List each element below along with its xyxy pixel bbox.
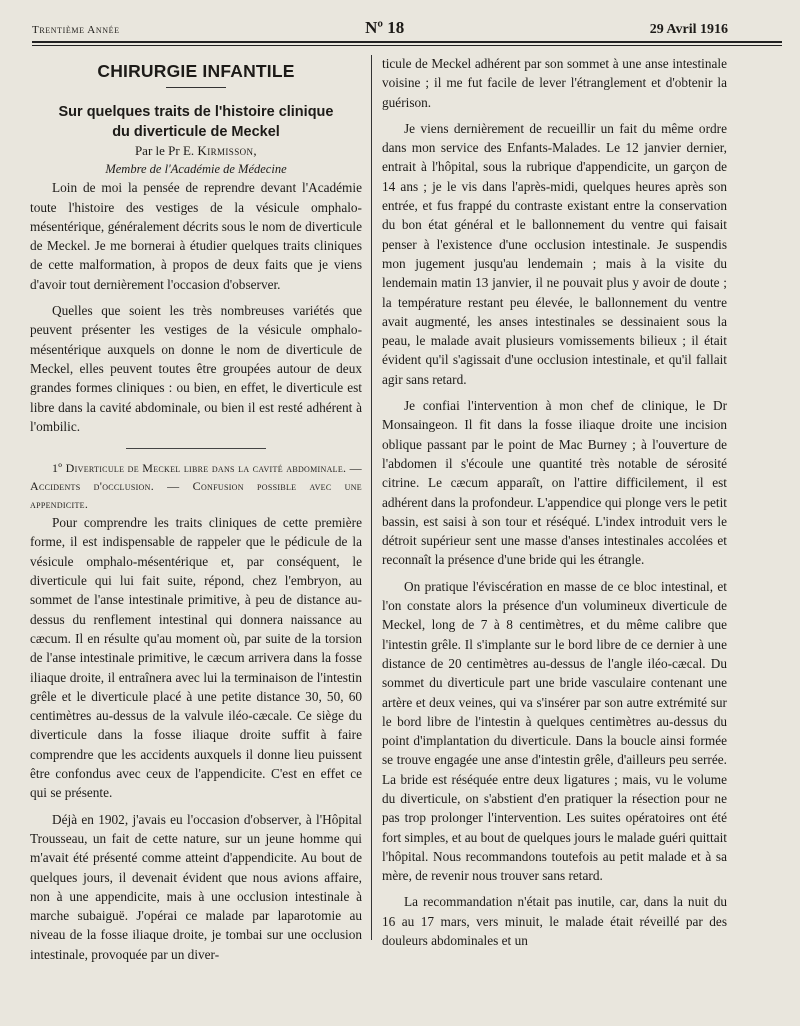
article-byline [30, 142, 362, 160]
paragraph: Je confiai l'intervention à mon chef de clinique, le Dr Monsaingeon. Il fit dans la fosse iliaque droite une incision oblique passant par le point de Mac Burney ; à l'ouverture de l'abdomen il s'écoule une quantité très notable de sérosité citrine. Le cæcum apparaît, on l'attire difficilement, il est adhérent dans la profondeur. L'appendice qui plonge vers le petit bassin, est saisi à son tour et réséqué. L'index introduit vers le détroit supérieur sent une masse d'anses intestinales accolées et reconnaît la présence d'une bride qui les étrangle. [382, 398, 727, 568]
article-title-line-1: Sur quelques traits de l'histoire clinique [58, 104, 334, 121]
rubric-rule [166, 87, 226, 88]
paragraph: On pratique l'éviscération en masse de ce bloc intestinal, et l'on constate alors la présence d'un volumineux diverticule de Meckel, long de 7 à 8 centimètres, et du même calibre que l'intestin grêle. Il s'implante sur le bord libre de ce dernier à une distance de 20 centimètres au-dessus de l'angle iléo-cæcal. Du sommet du diverticule part une bride vasculaire contenant une artère et deux veines, qui va s'insérer par son autre extrémité sur le bord libre de l'intestin à quelques centimètres au-dessus du point d'implantation du diverticule. Dans la boucle ainsi formée se trouve engagée une anse d'intestin grêle, d'ailleurs peu serrée. La bride est réséquée entre deux ligatures ; mais, vu le volume du diverticule, on s'abstient d'en pratiquer la résection pour ne pas trop prolonger l'intervention. Les suites opératoires ont été fort simples, et au bout de quelques jours le malade guéri quittait l'hôpital. Nous recommandons toutefois au petit malade et à sa mère, de revenir nous trouver sans retard. [382, 578, 727, 884]
paragraph: Loin de moi la pensée de reprendre devant l'Académie toute l'histoire des vestiges de la vésicule omphalo-mésentérique, généralement décrits sous le nom de diverticule de Meckel. Je me bornerai à étudier quelques traits cliniques de cette malformation, à propos de deux faits que je viens d'avoir tout dernièrement l'occasion d'observer. [30, 180, 362, 292]
running-header [32, 18, 728, 40]
header-rule [32, 41, 782, 46]
paragraph: Pour comprendre les traits cliniques de cette première forme, il est indispensable de rappeler que le pédicule de la vésicule omphalo-mésentérique et, par conséquent, le diverticule qui lui fait suite, répond, chez l'embryon, au sommet de l'anse intestinale primitive, à peu de distance au-dessus du renflement intestinal qui donnera naissance au cæcum. Il en résulte qu'au moment où, par suite de la torsion de l'anse intestinale primitive, le cæcum arrivera dans la fosse iliaque droite, il entraînera avec lui la terminaison de l'intestin grêle et le diverticule placé à une petite distance 30, 50, 60 centimètres au-dessus de la valvule iléo-cæcale. Ce siège du diverticule dans la fosse iliaque droite suffit à faire comprendre que les accidents auxquels il donne lieu puissent être confondus avec ceux de l'appendicite. C'est en effet ce qui se présente. [30, 515, 362, 801]
article-title-line-2: du diverticule de Meckel [112, 124, 280, 141]
right-column [382, 54, 727, 950]
author-prefix: Par le Pr E. [134, 143, 195, 159]
paragraph-gap [382, 570, 727, 577]
header-issue-number: Nº 18 [365, 18, 405, 37]
paragraph-gap [382, 389, 727, 396]
column-divider [371, 55, 372, 940]
section-heading: 1º Diverticule de Meckel libre dans la cavité abdominale. — Accidents d'occlusion. — Confusion possible avec une appendicite. [30, 461, 362, 512]
paragraph-gap [382, 112, 727, 119]
left-column [30, 58, 362, 964]
header-date: 29 Avril 1916 [649, 22, 728, 37]
paragraph: La recommandation n'était pas inutile, car, dans la nuit du 16 au 17 mars, vers minuit, le malade était réveillé par des douleurs abdominales et un [382, 894, 727, 949]
paragraph-gap [30, 803, 362, 810]
paragraph: ticule de Meckel adhérent par son sommet à une anse intestinale voisine ; il me fut facile de lever l'étranglement et d'obtenir la guérison. [382, 56, 727, 110]
author-name: Kirmisson, [197, 143, 258, 159]
header-volume: Trentième Année [32, 24, 120, 36]
section-rubric: CHIRURGIE INFANTILE [97, 61, 295, 81]
paragraph: Je viens dernièrement de recueillir un fait du même ordre dans mon service des Enfants-Malades. Le 12 janvier dernier, entrait à l'hôpital, sous la rubrique d'appendicite, un garçon de 14 ans ; je le vis dans l'après-midi, quelques heures après son entrée, et fus frappé du contraste existant entre la conservation du bon état général et le ballonnement du ventre qui faisait penser à l'existence d'une occlusion intestinale. Je suspendis mon jugement jusqu'au lendemain ; mais à la visite du lendemain matin 13 janvier, il ne pouvait plus y avoir de doute ; la température restant peu élevée, le ballonnement du ventre avait augmenté, les anses intestinales se dessinaient sous la peau, le malade avait plusieurs vomissements bilieux ; il était évident qu'il s'agissait d'une occlusion intestinale, et qu'il fallait agir sans retard. [382, 120, 727, 387]
section-rule [126, 448, 266, 449]
paragraph: Quelles que soient les très nombreuses variétés que peuvent présenter les vestiges de la vésicule omphalo-mésentérique auxquels on donne le nom de diverticule de Meckel, elles peuvent toutes être groupées autour de deux grandes formes cliniques : ou bien, en effet, le diverticule est libre dans la cavité abdominale, ou bien il est resté adhérent à l'ombilic. [30, 303, 362, 434]
paragraph-gap [382, 885, 727, 892]
paragraph-gap [30, 294, 362, 301]
paragraph: Déjà en 1902, j'avais eu l'occasion d'observer, à l'Hôpital Trousseau, un fait de cette nature, sur un jeune homme qui m'avait été présenté comme atteint d'appendicite. Au bout de quelques jours, il devenait évident que nous avions affaire, non à une appendicite, mais à une occlusion intestinale à marche subaiguë. J'opérai ce malade par laparotomie au niveau de la fosse iliaque droite, je tombai sur une occlusion intestinale, provoquée par un diver- [30, 811, 362, 962]
author-affiliation: Membre de l'Académie de Médecine [105, 162, 287, 177]
